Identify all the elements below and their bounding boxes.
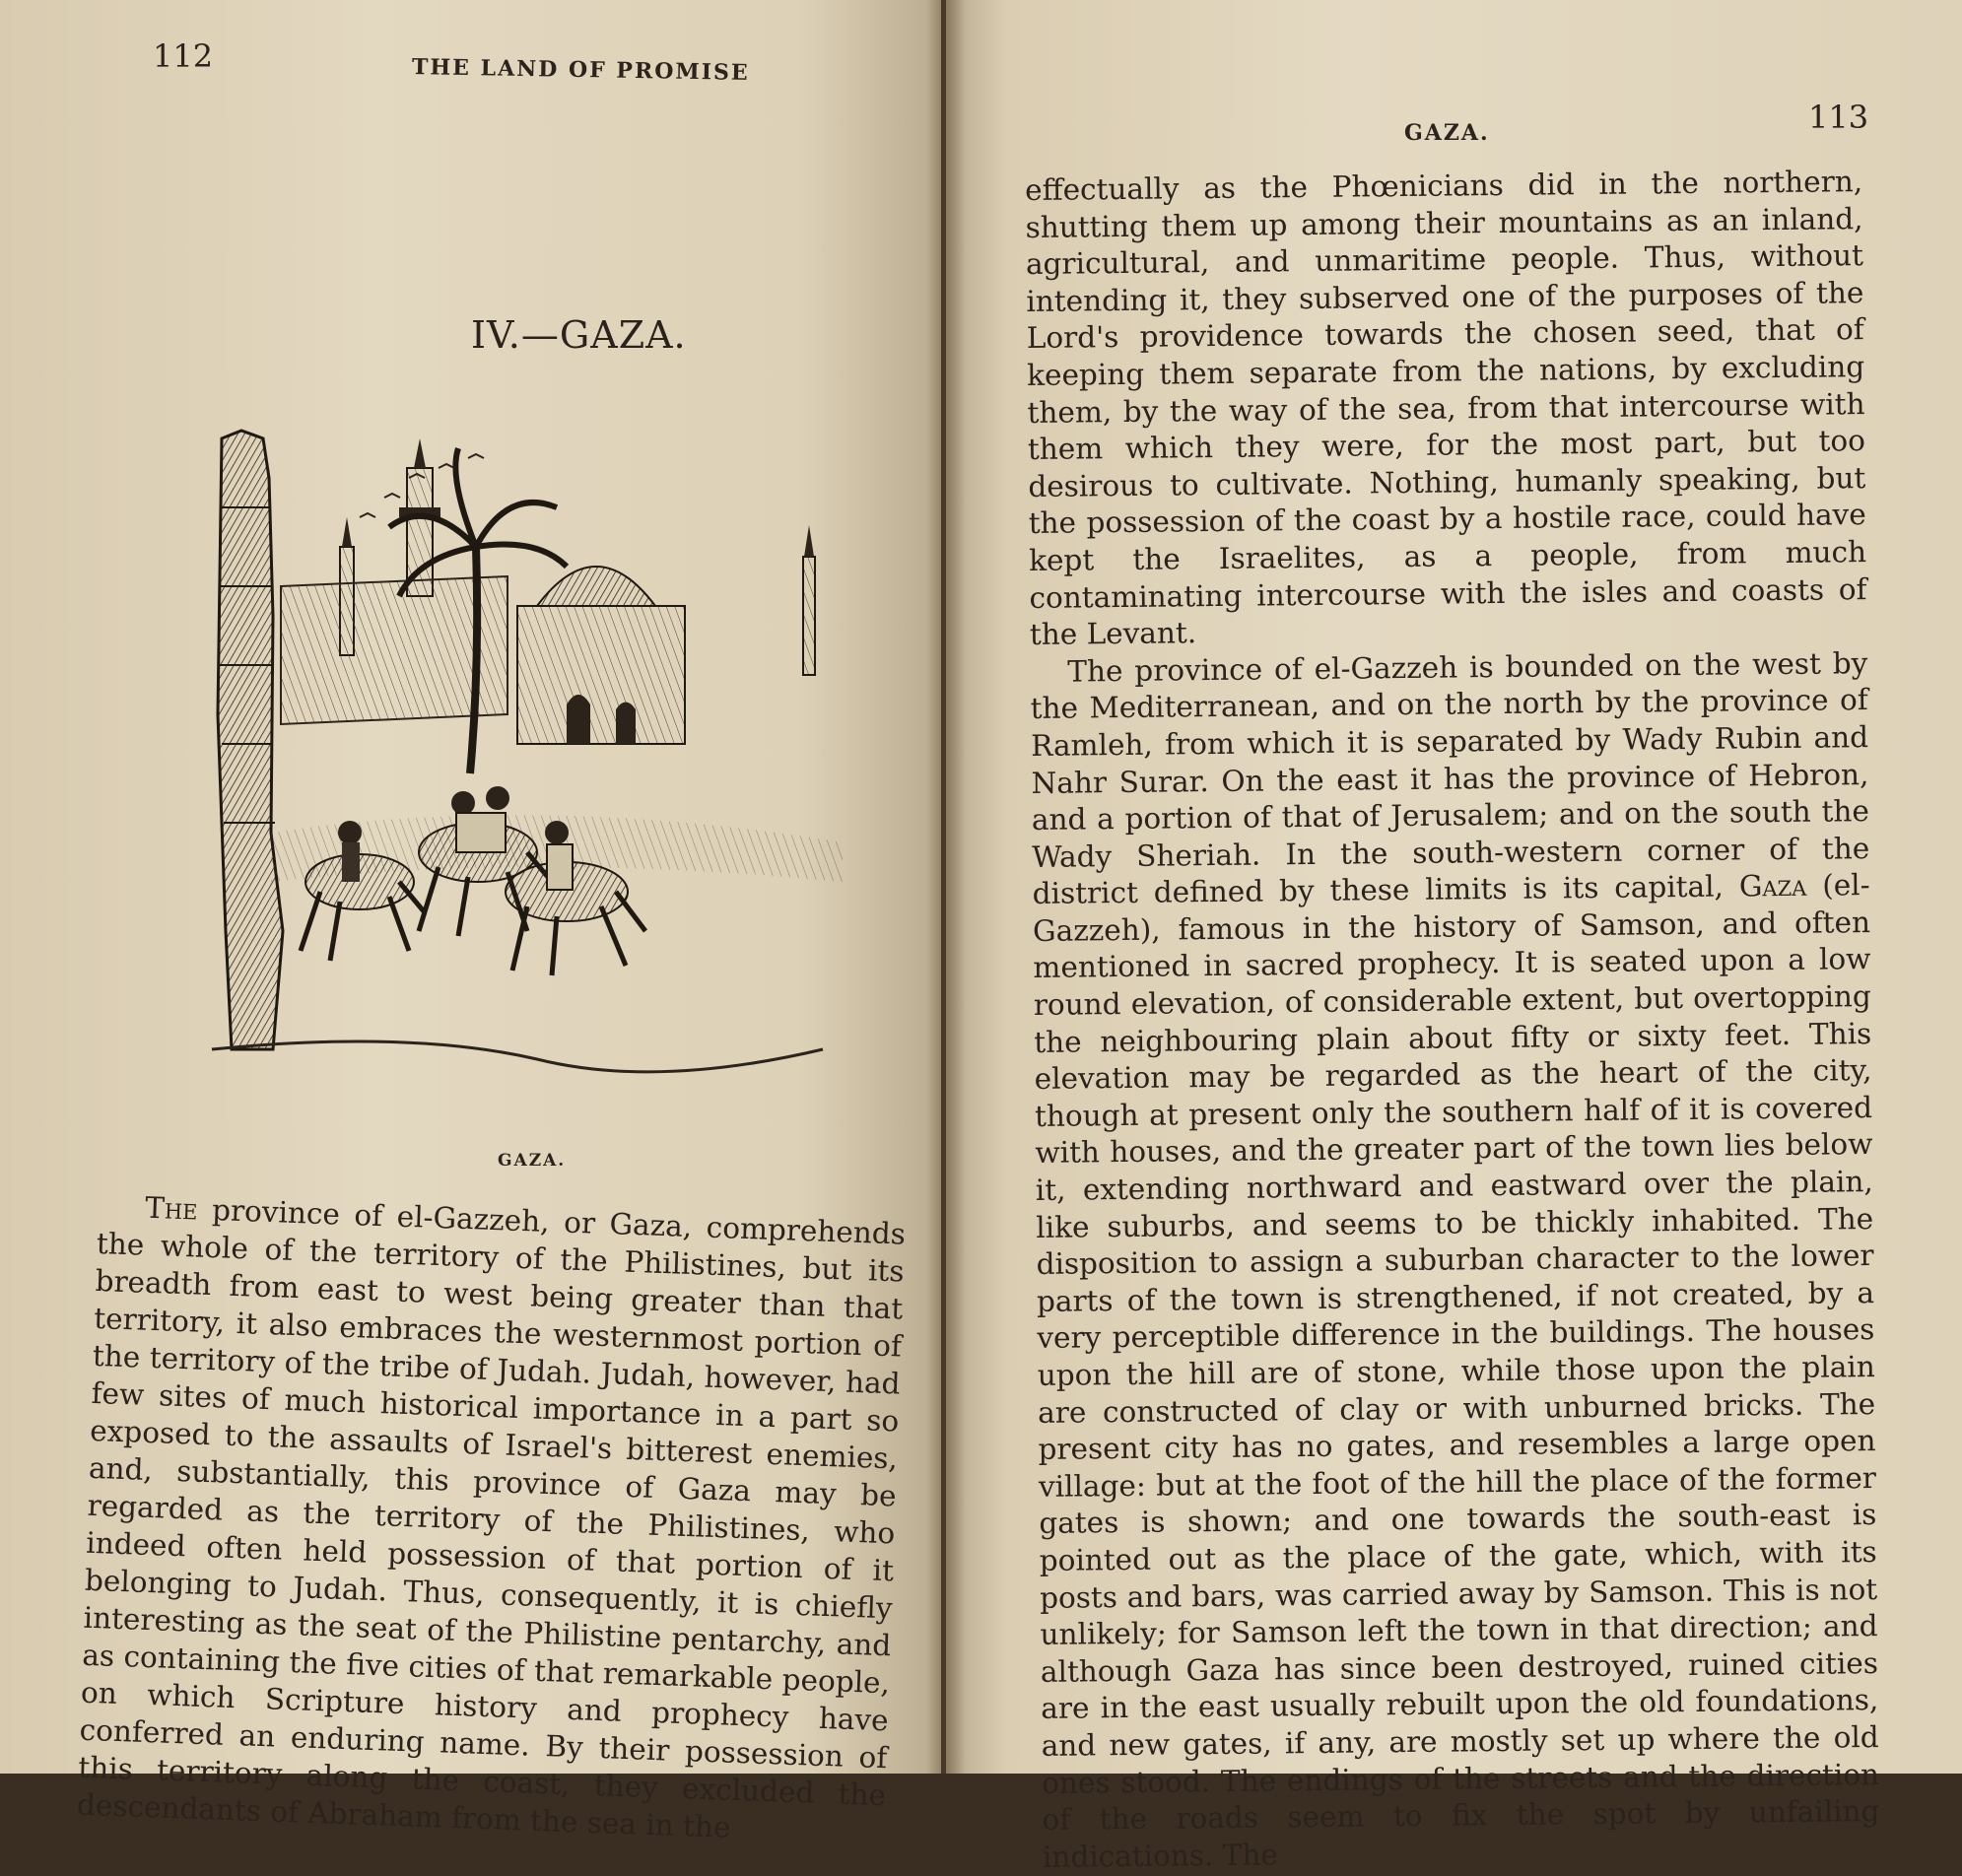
chapter-title: IV.—GAZA. bbox=[471, 313, 687, 357]
running-head-left: THE LAND OF PROMISE bbox=[411, 54, 750, 86]
illustration-caption: GAZA. bbox=[498, 1151, 567, 1171]
left-page-body bbox=[76, 1187, 906, 1851]
left-page bbox=[0, 0, 941, 1844]
right-page-body bbox=[1025, 164, 1880, 1876]
right-paragraph-2-start: The province of el-Gazzeh is bounded on the west by the Mediterranean, and on the north by the province of Ramleh, from which it is separated by Wady Rubin and Nahr Surar. On the east it has the province of Hebron, and a portion of that of Jerusalem; and on the south the Wady Sheriah. In the south-western corner of the district defined by these limits is its capital, bbox=[1030, 645, 1870, 911]
right-paragraph-2-end: (el-Gazzeh), famous in the history of Samson, and often mentioned in sacred prophecy. It is seated upon a low round elevation, of considerable extent, but overtopping the neighbouring plain about fifty or sixty feet. This elevation may be regarded as the heart of the city, though at present only the southern half of it is covered with houses, and the greater part of the town lies below it, extending northward and eastward over the plain, like suburbs, and seems to be thickly inhabited. The disposition to assign a suburban character to the lower parts of the town is strengthened, if not created, by a very perceptible difference in the buildings. The houses upon the hill are of stone, while those upon the plain are constructed of clay or with unburned bricks. The present city has no gates, and resembles a large open village: but at the foot of the hill the place of the former gates is shown; and one towards the south-east is pointed out as the place of the gate, which, with its posts and bars, was carried away by Samson. This is not unlikely; for Samson left the town in that direction; and although Gaza has since been destroyed, ruined cities are in the east usually rebuilt upon the old foundations, and new gates, if any, are mostly set up where the old ones stood. The endings of the streets and the direction of the roads seem to fix the spot by unfailing indications. The bbox=[1032, 868, 1880, 1874]
gaza-smallcaps: Gaza bbox=[1738, 869, 1807, 904]
right-paragraph-2 bbox=[1030, 645, 1880, 1876]
running-head-right: GAZA. bbox=[1404, 120, 1490, 146]
page-number-left: 112 bbox=[153, 37, 214, 75]
page-number-right: 113 bbox=[1808, 99, 1869, 136]
book-gutter bbox=[926, 0, 966, 1774]
right-paragraph-1: effectually as the Phœnicians did in the northern, shutting them up among their mountains as an inland, agricultural, and unmaritime people. Thus, without intending it, they subserved one of the purposes of the Lord's providence towards the chosen seed, that of keeping them separate from the nations, by excluding them, by the way of the sea, from that intercourse with them which they were, for the most part, but too desirous to cultivate. Nothing, humanly speaking, but the possession of the coast by a hostile race, could have kept the Israelites, as a people, from much contaminating intercourse with the isles and coasts of the Levant. bbox=[1025, 165, 1867, 652]
drop-word: The bbox=[144, 1190, 199, 1227]
left-paragraph bbox=[76, 1187, 906, 1851]
left-paragraph-text: province of el-Gazzeh, or Gaza, comprehends the whole of the territory of the Philistines, but its breadth from east to west being greater than that territory, it also embraces the westernmost portion of the territory of the tribe of Judah. Judah, however, had few sites of much historical importance in a part so exposed to the assaults of Israel's bitterest enemies, and, substantially, this province of Gaza may be regarded as the territory of the Philistines, who indeed often held possession of that portion of it belonging to Judah. Thus, consequently, it is chiefly interesting as the seat of the Philistine pentarchy, and as containing the five cities of that remarkable people, on which Scripture history and prophecy have conferred an enduring name. By their possession of this territory along the coast, they excluded the descendants of Abraham from the sea in the bbox=[76, 1192, 907, 1844]
gaza-engraving-illustration bbox=[212, 419, 862, 1108]
